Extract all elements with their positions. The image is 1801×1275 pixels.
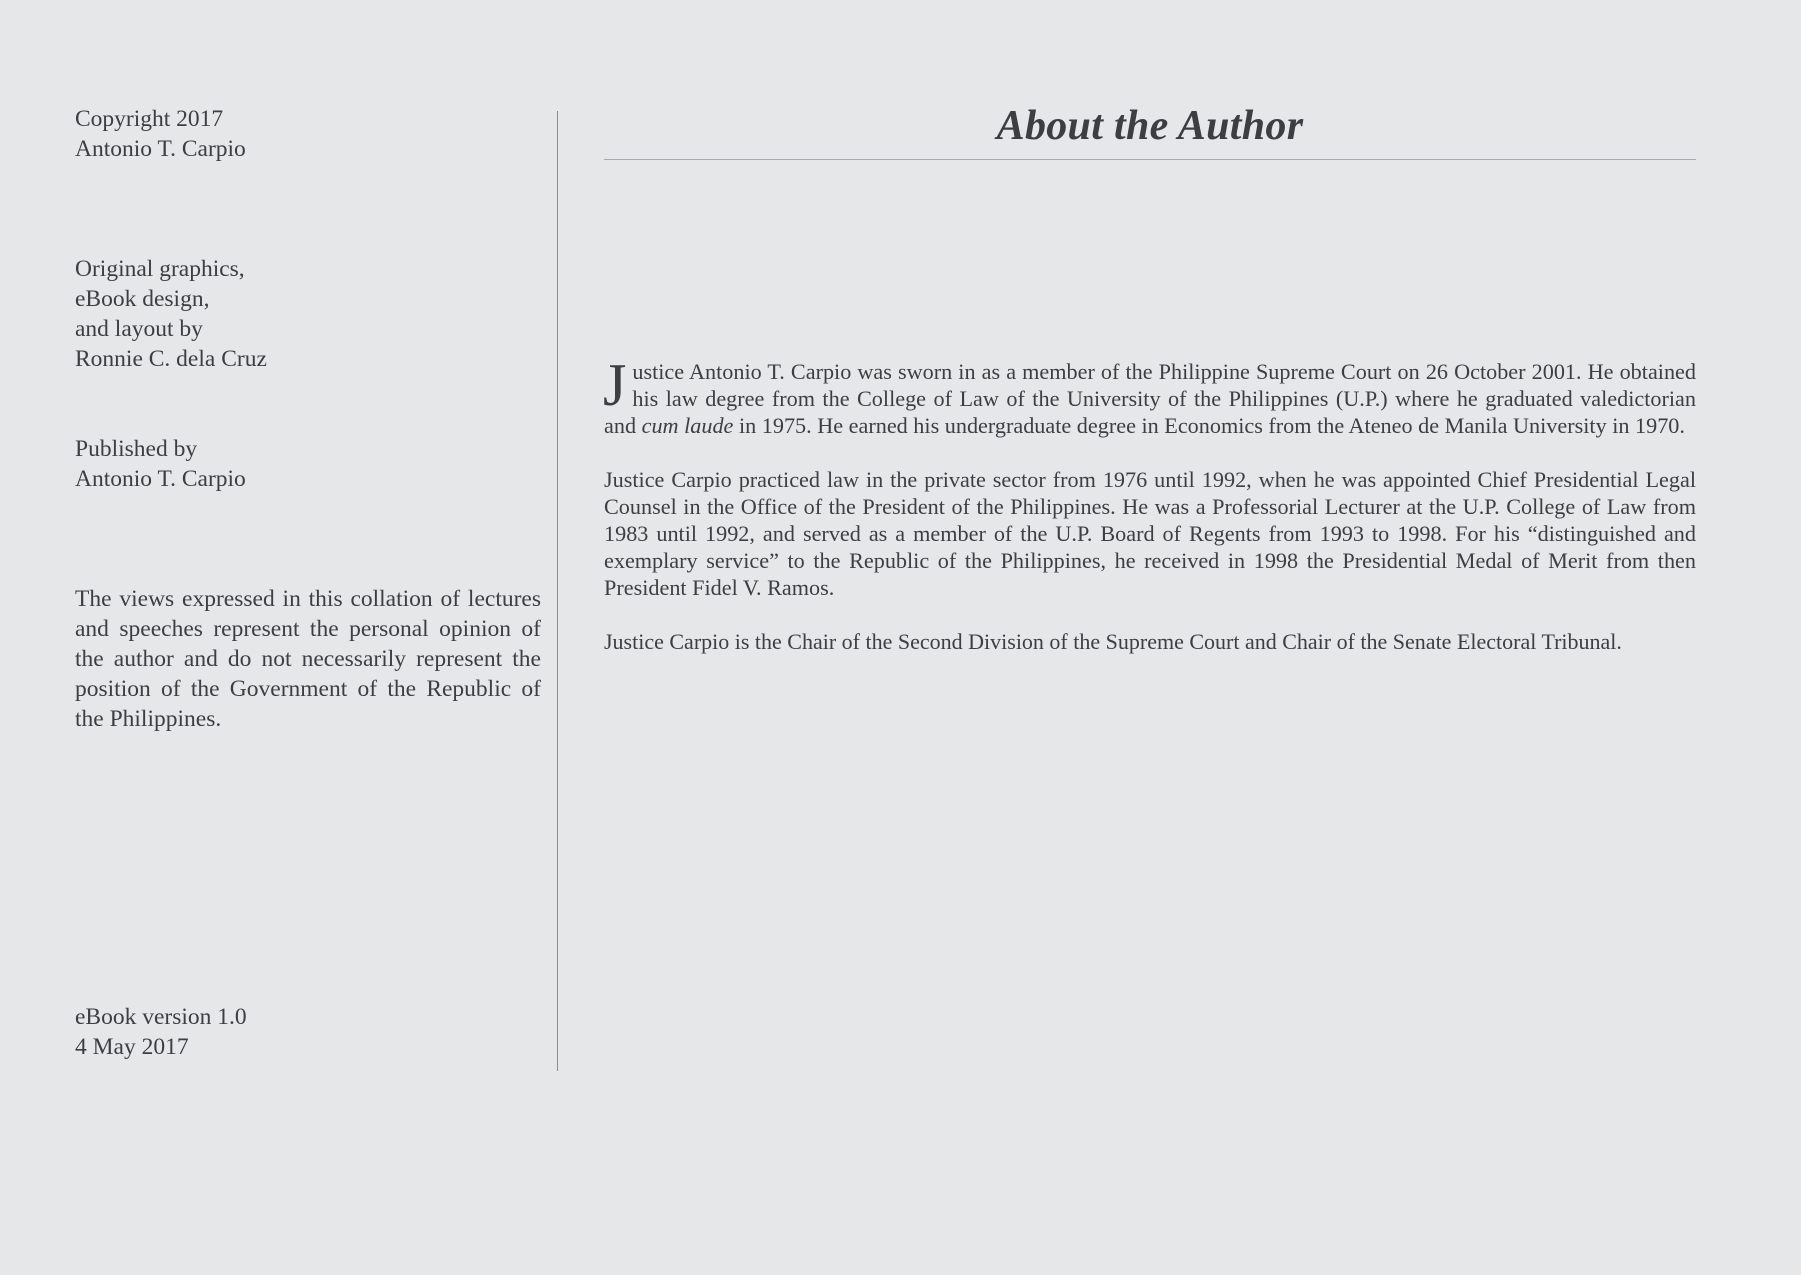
copyright-block <box>75 104 246 164</box>
credits-block <box>75 254 267 374</box>
credits-line: and layout by <box>75 316 203 342</box>
page-title: About the Author <box>996 103 1304 149</box>
bio-paragraph-3: Justice Carpio is the Chair of the Second Division of the Supreme Court and Chair of the Senate Electoral Tribunal. <box>604 629 1622 654</box>
publisher-name: Antonio T. Carpio <box>75 466 246 492</box>
bio-text: ustice Antonio T. Carpio was sworn in as a member of the Philippine Supreme Court on 26 October 2001. He obtained his law degree from the College of Law of the University of the Philippines (U.P.) where he graduated valedictorian and <box>604 359 1696 438</box>
bio-paragraph-1 <box>603 352 1696 439</box>
credits-designer: Ronnie C. dela Cruz <box>75 346 267 372</box>
version-block <box>75 1002 247 1062</box>
copyright-year: Copyright 2017 <box>75 106 224 132</box>
title-underline <box>604 159 1696 160</box>
author-bio <box>603 352 1696 682</box>
credits-line: eBook design, <box>75 286 210 312</box>
drop-cap: J <box>603 352 627 418</box>
publisher-block <box>75 434 246 494</box>
about-author-section <box>603 96 1696 654</box>
copyright-holder: Antonio T. Carpio <box>75 136 246 162</box>
latin-honor: cum laude <box>641 413 734 438</box>
credits-line: Original graphics, <box>75 256 245 282</box>
bio-text: in 1975. He earned his undergraduate degree in Economics from the Ateneo de Manila University in 1970. <box>738 413 1685 438</box>
publisher-label: Published by <box>75 436 198 462</box>
bio-paragraph-2: Justice Carpio practiced law in the private sector from 1976 until 1992, when he was appointed Chief Presidential Legal Counsel in the Office of the President of the Philippines. He was a Professorial Lecturer at the U.P. College of Law from 1983 until 1992, and served as a member of the U.P. Board of Regents from 1993 to 1998. For his “distinguished and exemplary service” to the Republic of the Philippines, he received in 1998 the Presidential Medal of Merit from then President Fidel V. Ramos. <box>604 467 1696 600</box>
column-divider <box>557 111 558 1071</box>
ebook-version: eBook version 1.0 <box>75 1004 247 1030</box>
release-date: 4 May 2017 <box>75 1034 189 1060</box>
disclaimer-text: The views expressed in this collation of lectures and speeches represent the personal opinion of the author and do not necessarily represent the position of the Government of the Republic of the Philippines. <box>75 586 541 732</box>
